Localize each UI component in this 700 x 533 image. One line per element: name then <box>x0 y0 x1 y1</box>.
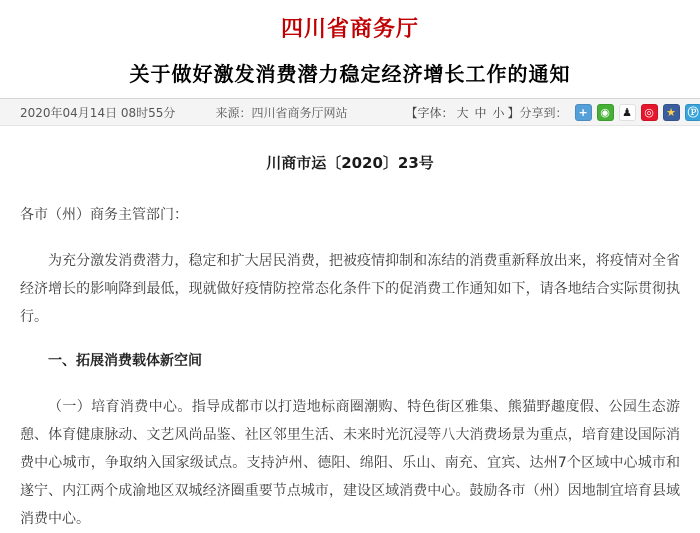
article-source <box>215 104 347 121</box>
font-size-label: 【字体： <box>405 105 454 120</box>
font-size-control <box>405 104 519 121</box>
source-value: 四川省商务厅网站 <box>251 105 348 120</box>
font-size-label-close: 】 <box>507 105 520 120</box>
font-size-large-button[interactable]: 大 <box>456 105 469 120</box>
qq-icon[interactable]: ♟ <box>619 104 636 121</box>
salutation: 各市（州）商务主管部门： <box>20 207 188 223</box>
source-label: 来源： <box>215 105 252 120</box>
section-heading: 一、拓展消费载体新空间 <box>48 353 202 369</box>
tencent-weibo-icon[interactable]: Ⓟ <box>685 104 700 121</box>
share-label: 分享到： <box>519 105 568 120</box>
wechat-icon[interactable]: ◉ <box>597 104 614 121</box>
meta-bar <box>0 98 700 126</box>
share-bar <box>520 104 700 121</box>
qzone-icon[interactable]: ★ <box>663 104 680 121</box>
document-body <box>0 201 700 533</box>
sina-weibo-icon[interactable]: ◎ <box>641 104 658 121</box>
article-page <box>0 12 700 533</box>
intro-paragraph: 为充分激发消费潜力，稳定和扩大居民消费，把被疫情抑制和冻结的消费重新释放出来，将疫情对全省经济增长的影响降到最低，现就做好疫情防控常态化条件下的促消费工作通知如下，请各地结合实际贯彻执行。 <box>20 253 680 325</box>
doc-number: 川商市运〔2020〕23号 <box>266 154 434 172</box>
publish-datetime: 2020年04月14日 08时55分 <box>20 105 176 120</box>
font-size-small-button[interactable]: 小 <box>492 105 505 120</box>
share-more-icon[interactable]: + <box>575 104 592 121</box>
org-title: 四川省商务厅 <box>280 17 419 42</box>
section-paragraph: （一）培育消费中心。指导成都市以打造地标商圈潮购、特色街区雅集、熊猫野趣度假、公园生态游憩、体育健康脉动、文艺风尚品鉴、社区邻里生活、未来时光沉浸等八大消费场景为重点，培育建设国际消费中心城市，争取纳入国家级试点。支持泸州、德阳、绵阳、乐山、南充、宜宾、达州7个区域中心城市和遂宁、内江两个成渝地区双城经济圈重要节点城市，建设区域消费中心。鼓励各市（州）因地制宜培育县域消费中心。 <box>20 399 680 527</box>
doc-title: 关于做好激发消费潜力稳定经济增长工作的通知 <box>129 62 571 86</box>
font-size-medium-button[interactable]: 中 <box>474 105 487 120</box>
